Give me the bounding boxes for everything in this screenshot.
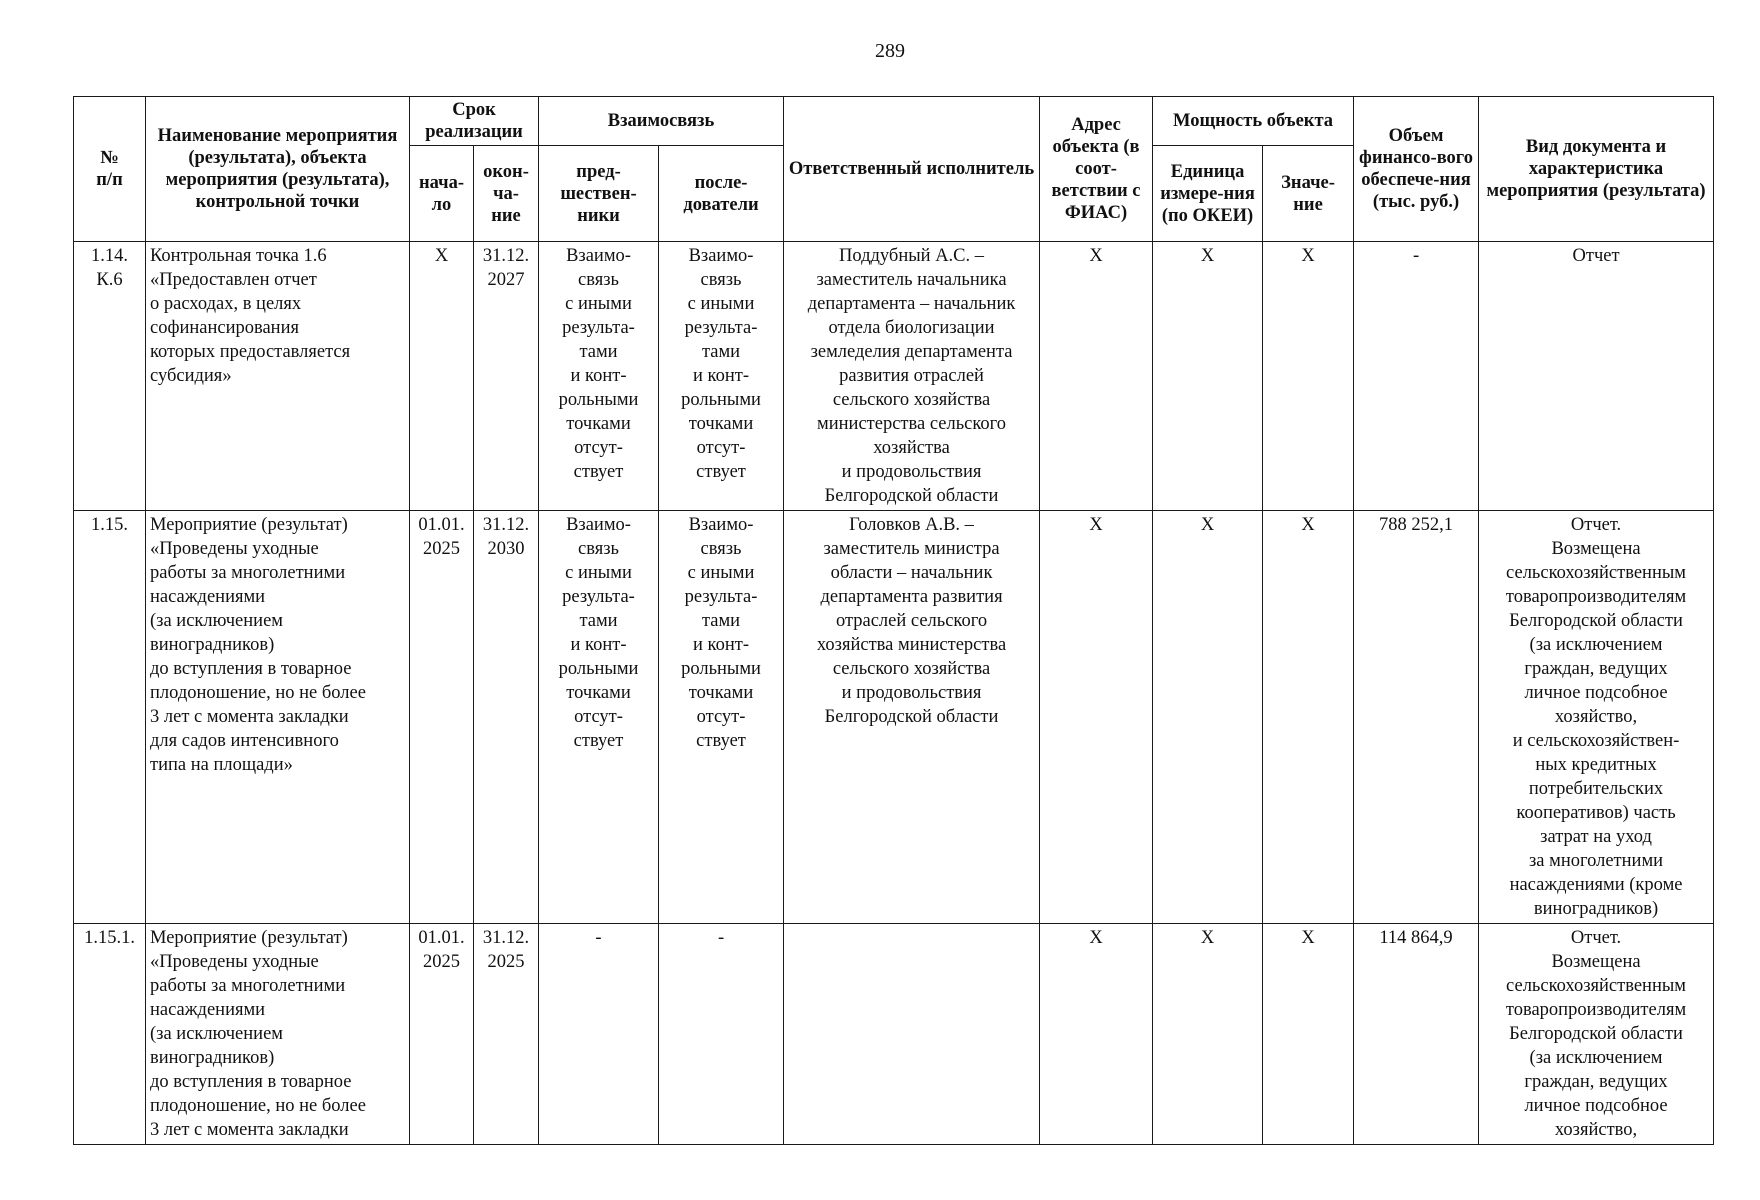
cell-unit: X bbox=[1153, 242, 1263, 511]
cell-start: 01.01. 2025 bbox=[410, 924, 474, 1145]
cell-unit: X bbox=[1153, 511, 1263, 924]
cell-address: X bbox=[1040, 242, 1153, 511]
header-unit: Единица измере-ния (по ОКЕИ) bbox=[1153, 146, 1263, 242]
cell-start: 01.01. 2025 bbox=[410, 511, 474, 924]
header-responsible: Ответственный исполнитель bbox=[784, 97, 1040, 242]
cell-responsible: Головков А.В. – заместитель министра области – начальник департамента развития отраслей сельского хозяйства министерства сельского хозяйства и продовольствия Белгородской области bbox=[784, 511, 1040, 924]
header-start: нача- ло bbox=[410, 146, 474, 242]
table-row bbox=[74, 924, 1714, 1145]
header-name: Наименование мероприятия (результата), объекта мероприятия (результата), контрольной точки bbox=[146, 97, 410, 242]
header-doc-type: Вид документа и характеристика мероприятия (результата) bbox=[1479, 97, 1714, 242]
header-successors: после- дователи bbox=[659, 146, 784, 242]
cell-volume: 114 864,9 bbox=[1354, 924, 1479, 1145]
cell-predecessors: Взаимо- связь с иными результа- тами и конт- рольными точками отсут- ствует bbox=[539, 242, 659, 511]
cell-num: 1.14. К.6 bbox=[74, 242, 146, 511]
table-header bbox=[74, 97, 1714, 242]
cell-value: X bbox=[1263, 242, 1354, 511]
table-row bbox=[74, 242, 1714, 511]
cell-doc-type: Отчет bbox=[1479, 242, 1714, 511]
cell-volume: 788 252,1 bbox=[1354, 511, 1479, 924]
cell-name: Мероприятие (результат) «Проведены уходные работы за многолетними насаждениями (за исключением виноградников) до вступления в товарное плодоношение, но не более 3 лет с момента закладки bbox=[146, 924, 410, 1145]
cell-volume: - bbox=[1354, 242, 1479, 511]
cell-end: 31.12. 2027 bbox=[474, 242, 539, 511]
page-number: 289 bbox=[875, 40, 905, 62]
cell-name: Мероприятие (результат) «Проведены уходные работы за многолетними насаждениями (за исключением виноградников) до вступления в товарное плодоношение, но не более 3 лет с момента закладки для садов интенсивного типа на площади» bbox=[146, 511, 410, 924]
cell-name: Контрольная точка 1.6 «Предоставлен отчет о расходах, в целях софинансирования которых предоставляется субсидия» bbox=[146, 242, 410, 511]
cell-responsible: Поддубный А.С. – заместитель начальника департамента – начальник отдела биологизации земледелия департамента развития отраслей сельского хозяйства министерства сельского хозяйства и продовольствия Белгородской области bbox=[784, 242, 1040, 511]
header-period: Срок реализации bbox=[410, 97, 539, 146]
cell-unit: X bbox=[1153, 924, 1263, 1145]
plan-table bbox=[73, 96, 1714, 1145]
cell-start: X bbox=[410, 242, 474, 511]
cell-doc-type: Отчет. Возмещена сельскохозяйственным товаропроизводителям Белгородской области (за исключением граждан, ведущих личное подсобное хозяйство, и сельскохозяйствен- ных кредитных потребительских кооперативов) часть затрат на уход за многолетними насаждениями (кроме виноградников) bbox=[1479, 511, 1714, 924]
cell-num: 1.15. bbox=[74, 511, 146, 924]
header-value: Значе- ние bbox=[1263, 146, 1354, 242]
cell-successors: - bbox=[659, 924, 784, 1145]
cell-successors: Взаимо- связь с иными результа- тами и конт- рольными точками отсут- ствует bbox=[659, 242, 784, 511]
cell-value: X bbox=[1263, 924, 1354, 1145]
cell-successors: Взаимо- связь с иными результа- тами и конт- рольными точками отсут- ствует bbox=[659, 511, 784, 924]
cell-value: X bbox=[1263, 511, 1354, 924]
cell-predecessors: - bbox=[539, 924, 659, 1145]
cell-doc-type: Отчет. Возмещена сельскохозяйственным товаропроизводителям Белгородской области (за исключением граждан, ведущих личное подсобное хозяйство, bbox=[1479, 924, 1714, 1145]
cell-address: X bbox=[1040, 924, 1153, 1145]
header-capacity: Мощность объекта bbox=[1153, 97, 1354, 146]
cell-predecessors: Взаимо- связь с иными результа- тами и конт- рольными точками отсут- ствует bbox=[539, 511, 659, 924]
table-row bbox=[74, 511, 1714, 924]
cell-end: 31.12. 2030 bbox=[474, 511, 539, 924]
cell-responsible bbox=[784, 924, 1040, 1145]
table-body bbox=[74, 242, 1714, 1145]
header-end: окон- ча- ние bbox=[474, 146, 539, 242]
header-predecessors: пред- шествен- ники bbox=[539, 146, 659, 242]
cell-end: 31.12. 2025 bbox=[474, 924, 539, 1145]
cell-address: X bbox=[1040, 511, 1153, 924]
header-address: Адрес объекта (в соот-ветствии с ФИАС) bbox=[1040, 97, 1153, 242]
header-num: № п/п bbox=[74, 97, 146, 242]
header-volume: Объем финансо-вого обеспече-ния (тыс. руб.) bbox=[1354, 97, 1479, 242]
header-relation: Взаимосвязь bbox=[539, 97, 784, 146]
cell-num: 1.15.1. bbox=[74, 924, 146, 1145]
